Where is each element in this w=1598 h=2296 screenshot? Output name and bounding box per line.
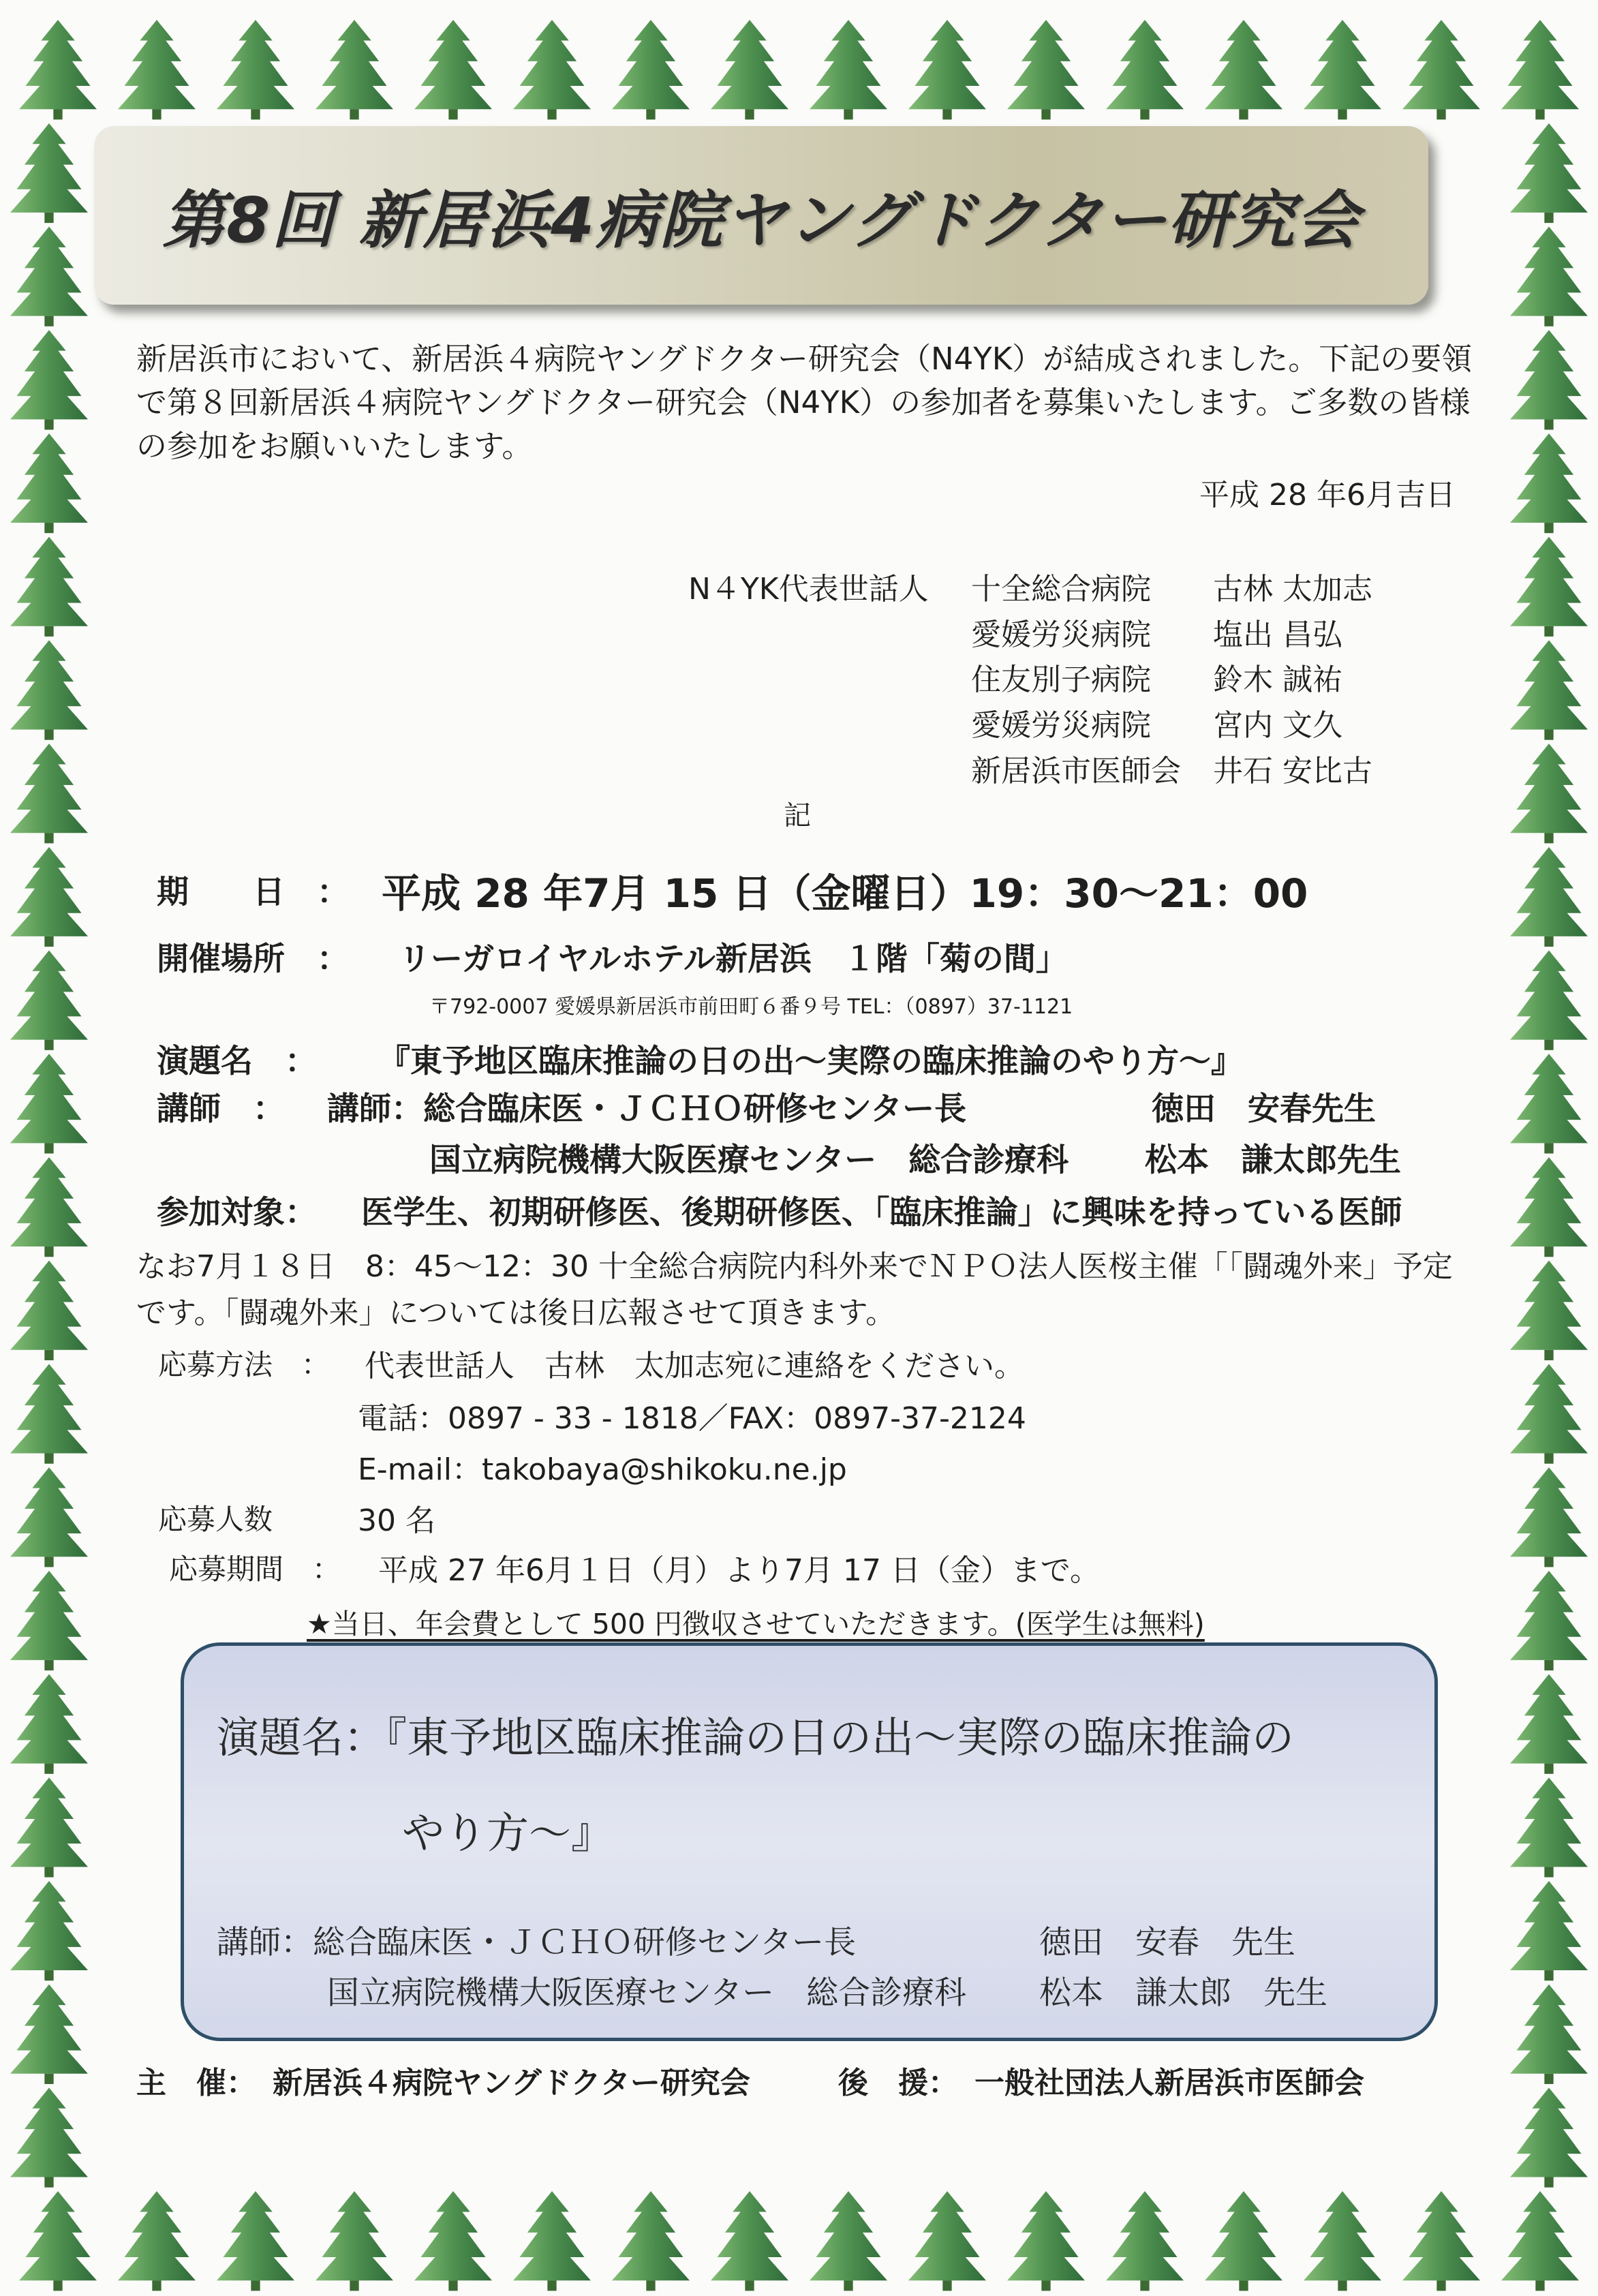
- tree-icon: [612, 20, 690, 119]
- lecturer-2-name: 松本 謙太郎先生: [1145, 1142, 1401, 1179]
- tree-icon: [1510, 123, 1588, 223]
- topic-value: 『東予地区臨床推論の日の出〜実際の臨床推論のやり方〜』: [378, 1043, 1243, 1080]
- tree-icon: [10, 1777, 88, 1877]
- apply-value: 代表世話人 古林 太加志宛に連絡をください。: [365, 1349, 1024, 1383]
- tree-icon: [1510, 330, 1588, 429]
- box-lecturer-2-name: 松本 謙太郎 先生: [1039, 1974, 1327, 2012]
- tree-icon: [1304, 2191, 1381, 2291]
- tree-icon: [10, 330, 88, 429]
- tree-icon: [711, 2191, 788, 2291]
- rep-name: 宮内 文久: [1213, 708, 1342, 743]
- tree-icon: [1510, 1881, 1588, 1980]
- tree-icon: [1510, 1054, 1588, 1153]
- tree-icon: [711, 20, 788, 119]
- box-lecturer-2: 国立病院機構大阪医療センター 総合診療科: [327, 1974, 967, 2012]
- support: 一般社団法人新居浜市医師会: [974, 2066, 1364, 2100]
- rep-hospital: 十全総合病院: [971, 572, 1151, 607]
- tree-icon: [1402, 2191, 1480, 2291]
- page-title: 第8回 新居浜4病院ヤングドクター研究会: [162, 184, 1360, 257]
- tree-icon: [10, 640, 88, 739]
- ki-mark: 記: [784, 800, 811, 831]
- lecturer-label: 講師 ：: [157, 1090, 285, 1128]
- tree-icon: [810, 20, 887, 119]
- title-banner: [94, 126, 1428, 305]
- tree-icon: [1007, 20, 1085, 119]
- venue-value: リーガロイヤルホテル新居浜 １階「菊の間」: [399, 940, 1068, 978]
- support-label: 後 援：: [838, 2066, 958, 2100]
- date-label: 期 日 ：: [157, 874, 349, 911]
- tree-icon: [10, 1674, 88, 1774]
- tree-icon: [1304, 20, 1381, 119]
- rep-name: 塩出 昌弘: [1213, 617, 1342, 652]
- rep-name: 古林 太加志: [1213, 572, 1372, 607]
- lecturer-2: 国立病院機構大阪医療センター 総合診療科: [429, 1142, 1069, 1179]
- tree-icon: [1510, 227, 1588, 326]
- note-line-1: なお7月１８日 8：45〜12：30 十全総合病院内科外来でＮＰＯ法人医桜主催「「闘魂外来」予定: [136, 1249, 1453, 1284]
- tree-icon: [10, 537, 88, 637]
- tree-icon: [1510, 744, 1588, 843]
- topic-label: 演題名 ：: [157, 1043, 317, 1080]
- issue-date: 平成 28 年6月吉日: [1199, 478, 1456, 512]
- tree-icon: [10, 1985, 88, 2084]
- tree-icon: [1510, 1571, 1588, 1670]
- box-topic-line-2: やり方〜』: [402, 1808, 614, 1858]
- tree-icon: [1106, 2191, 1184, 2291]
- tree-icon: [217, 20, 294, 119]
- tree-icon: [316, 20, 393, 119]
- contact-email: E-mail：takobaya@shikoku.ne.jp: [358, 1452, 847, 1487]
- contact-phone: 電話：0897 - 33 - 1818／FAX：0897-37-2124: [358, 1401, 1026, 1436]
- tree-icon: [513, 2191, 591, 2291]
- box-lecturer-1: 講師：総合臨床医・ＪＣＨＯ研修センター長: [217, 1924, 857, 1961]
- rep-hospital: 新居浜市医師会: [971, 754, 1181, 789]
- tree-icon: [10, 1054, 88, 1153]
- tree-icon: [1007, 2191, 1085, 2291]
- tree-icon: [10, 951, 88, 1050]
- tree-icon: [10, 1881, 88, 1980]
- period-label: 応募期間 ：: [169, 1552, 341, 1586]
- tree-icon: [414, 2191, 492, 2291]
- tree-icon: [10, 123, 88, 223]
- intro-line-2: で第８回新居浜４病院ヤングドクター研究会（N4YK）の参加者を募集いたします。ご多数の皆様: [136, 384, 1471, 420]
- tree-icon: [1510, 951, 1588, 1050]
- tree-icon: [316, 2191, 393, 2291]
- tree-icon: [19, 2191, 97, 2291]
- lecturer-1: 講師：総合臨床医・ＪＣＨＯ研修センター長: [327, 1090, 967, 1128]
- tree-icon: [1501, 20, 1579, 119]
- tree-icon: [10, 433, 88, 533]
- tree-icon: [1501, 2191, 1579, 2291]
- tree-icon: [1106, 20, 1184, 119]
- rep-name: 井石 安比古: [1213, 754, 1372, 789]
- tree-icon: [10, 2087, 88, 2187]
- tree-icon: [10, 1467, 88, 1567]
- tree-icon: [1510, 1364, 1588, 1463]
- venue-address: 〒792-0007 愛媛県新居浜市前田町６番９号 TEL：（0897）37-1121: [429, 995, 1073, 1019]
- capacity-value: 30 名: [358, 1503, 435, 1538]
- tree-icon: [513, 20, 591, 119]
- organizer: 新居浜４病院ヤングドクター研究会: [273, 2066, 750, 2100]
- tree-icon: [612, 2191, 690, 2291]
- note-line-2: です。「闘魂外来」については後日広報させて頂きます。: [136, 1296, 896, 1330]
- tree-icon: [1510, 537, 1588, 637]
- tree-icon: [10, 1157, 88, 1257]
- rep-hospital: 住友別子病院: [971, 662, 1151, 697]
- venue-label: 開催場所 ：: [157, 940, 349, 978]
- tree-icon: [10, 1364, 88, 1463]
- tree-icon: [217, 2191, 294, 2291]
- tree-icon: [1510, 1261, 1588, 1360]
- rep-hospital: 愛媛労災病院: [971, 708, 1151, 743]
- tree-icon: [1510, 1467, 1588, 1567]
- intro-line-3: の参加をお願いいたします。: [136, 428, 533, 464]
- tree-icon: [1510, 847, 1588, 947]
- tree-icon: [1510, 2087, 1588, 2187]
- apply-label: 応募方法 ：: [158, 1348, 331, 1381]
- rep-hospital: 愛媛労災病院: [971, 617, 1151, 652]
- date-value: 平成 28 年7月 15 日（金曜日）19：30〜21：00: [382, 870, 1308, 917]
- tree-icon: [10, 227, 88, 326]
- tree-icon: [10, 847, 88, 947]
- tree-icon: [10, 1261, 88, 1360]
- tree-icon: [19, 20, 97, 119]
- capacity-label: 応募人数: [158, 1503, 273, 1536]
- fee-note: ★当日、年会費として 500 円徴収させていただきます。(医学生は無料): [307, 1608, 1205, 1640]
- tree-icon: [1510, 1674, 1588, 1774]
- abstract-box: [181, 1642, 1438, 2041]
- tree-icon: [810, 2191, 887, 2291]
- tree-icon: [1205, 2191, 1282, 2291]
- intro-line-1: 新居浜市において、新居浜４病院ヤングドクター研究会（N4YK）が結成されました。下記の要領: [136, 341, 1473, 377]
- tree-icon: [1510, 433, 1588, 533]
- period-value: 平成 27 年6月１日（月）より7月 17 日（金）まで。: [378, 1553, 1101, 1588]
- lecturer-1-name: 徳田 安春先生: [1152, 1090, 1376, 1128]
- tree-icon: [10, 744, 88, 843]
- tree-icon: [118, 20, 196, 119]
- tree-icon: [10, 1571, 88, 1670]
- representatives-label: N４YK代表世話人: [688, 572, 929, 607]
- tree-icon: [908, 20, 986, 119]
- tree-icon: [414, 20, 492, 119]
- tree-icon: [908, 2191, 986, 2291]
- organizer-label: 主 催：: [136, 2066, 256, 2100]
- tree-icon: [118, 2191, 196, 2291]
- tree-icon: [1510, 1985, 1588, 2084]
- tree-icon: [1402, 20, 1480, 119]
- audience-value: 医学生、初期研修医、後期研修医、「臨床推論」に興味を持っている医師: [361, 1194, 1402, 1231]
- rep-name: 鈴木 誠祐: [1213, 662, 1342, 697]
- box-topic-line-1: 演題名：『東予地区臨床推論の日の出〜実際の臨床推論の: [217, 1713, 1295, 1762]
- tree-icon: [1510, 640, 1588, 739]
- tree-icon: [1205, 20, 1282, 119]
- audience-label: 参加対象：: [157, 1194, 317, 1231]
- tree-icon: [1510, 1157, 1588, 1257]
- tree-icon: [1510, 1777, 1588, 1877]
- box-lecturer-1-name: 徳田 安春 先生: [1039, 1924, 1295, 1961]
